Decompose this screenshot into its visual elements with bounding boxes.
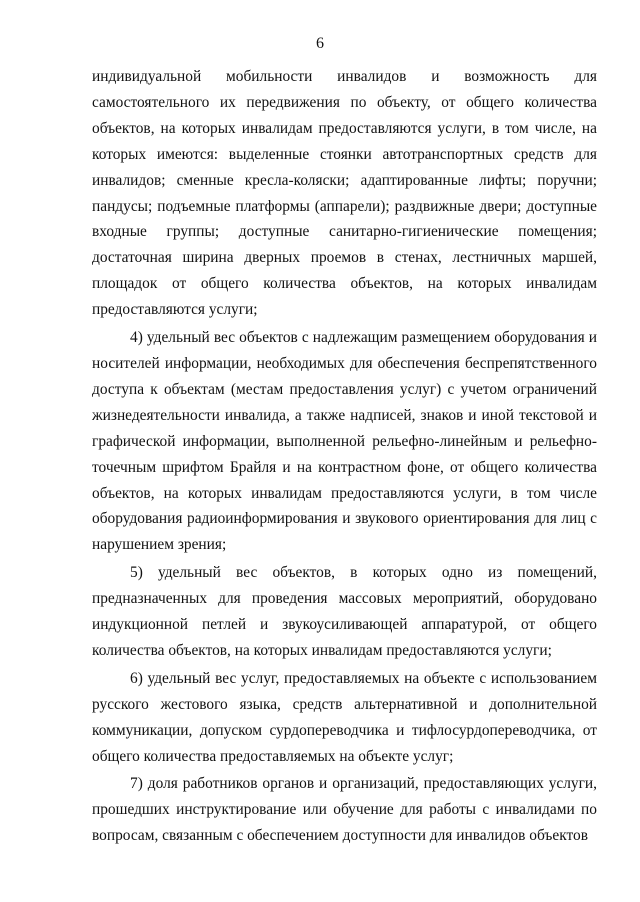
paragraph-item-7: 7) доля работников органов и организаций, предоставляющих услуги, прошедших инструктирование или обучение для работы с инвалидами по вопросам, связанным с обеспечением доступности для инвалидов объектов [92, 775, 597, 845]
page-number: 6 [316, 35, 324, 52]
paragraph-item-4: 4) удельный вес объектов с надлежащим размещением оборудования и носителей информации, необходимых для обеспечения беспрепятственного доступа к объектам (местам предоставления услуг) с учетом ограничений жизнедеятельности инвалида, а также надписей, знаков и иной текстовой и графической информации, выполненной рельефно-линейным и рельефно-точечным шрифтом Брайля и на контрастном фоне, от общего количества объектов, на которых инвалидам предоставляются услуги, в том числе оборудования радиоинформирования и звукового ориентирования для лиц с нарушением зрения; [92, 329, 597, 554]
paragraph-item-5: 5) удельный вес объектов, в которых одно из помещений, предназначенных для проведения массовых мероприятий, оборудовано индукционной петлей и звукоусиливающей аппаратурой, от общего количества объектов, на которых инвалидам предоставляются услуги; [92, 564, 597, 659]
document-body [92, 64, 597, 849]
paragraph-continuation: индивидуальной мобильности инвалидов и возможность для самостоятельного их передвижения по объекту, от общего количества объектов, на которых инвалидам предоставляются услуги, в том числе, на которых имеются: выделенные стоянки автотранспортных средств для инвалидов; сменные кресла-коляски; адаптированные лифты; поручни; пандусы; подъемные платформы (аппарели); раздвижные двери; доступные входные группы; доступные санитарно-гигиенические помещения; достаточная ширина дверных проемов в стенах, лестничных маршей, площадок от общего количества объектов, на которых инвалидам предоставляются услуги; [92, 68, 597, 319]
paragraph-item-6: 6) удельный вес услуг, предоставляемых на объекте с использованием русского жестового языка, средств альтернативной и дополнительной коммуникации, допуском сурдопереводчика и тифлосурдопереводчика, от общего количества предоставляемых на объекте услуг; [92, 669, 597, 765]
